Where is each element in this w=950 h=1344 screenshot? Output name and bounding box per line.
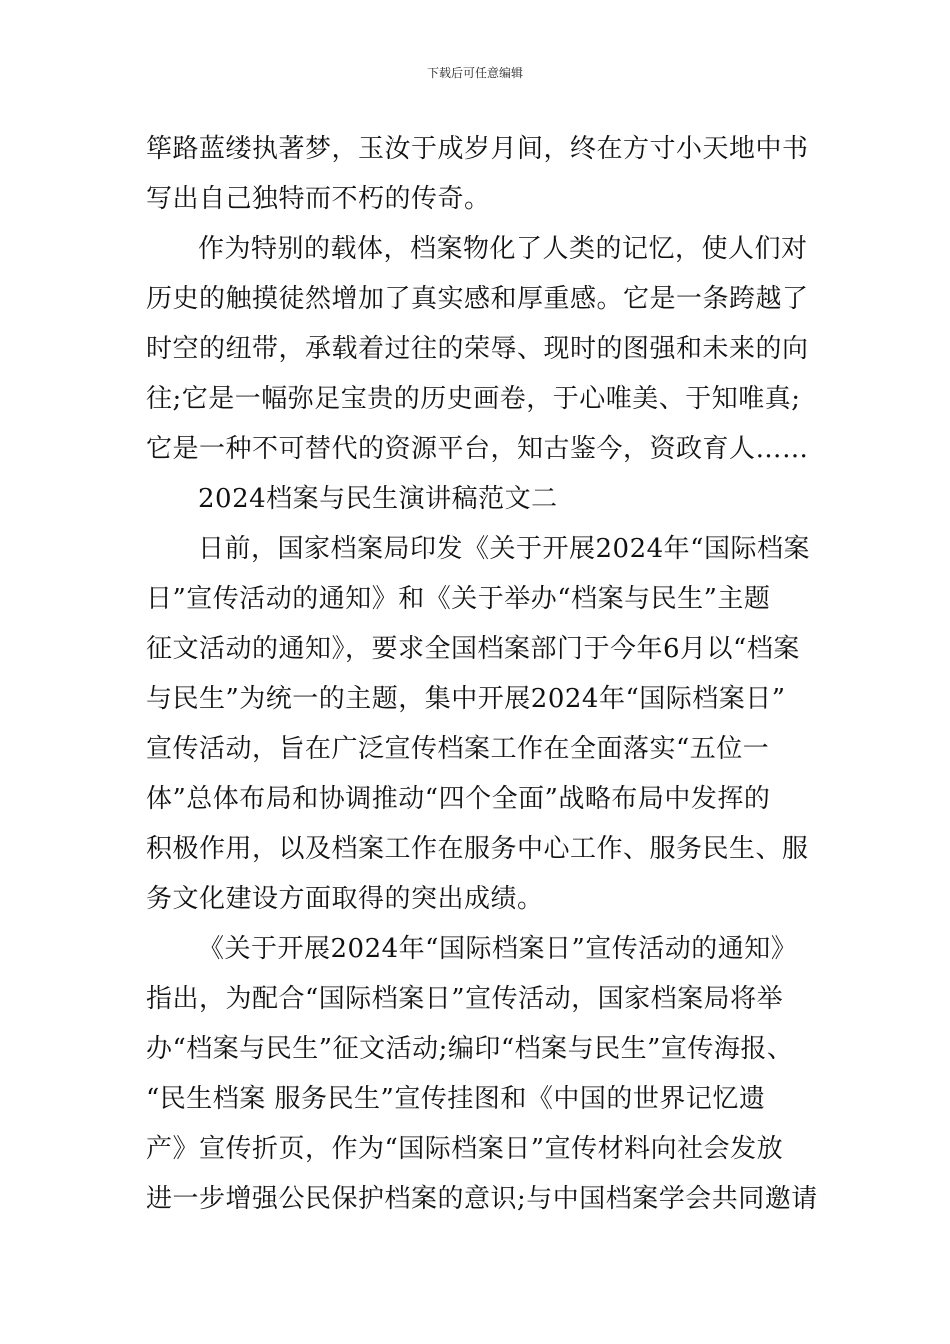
text-line: 写出自己独特而不朽的传奇。 [146,184,491,214]
text-line: “民生档案 服务民生”宣传挂图和《中国的世界记忆遗 [146,1084,766,1114]
section-heading: 2024档案与民生演讲稿范文二 [198,484,558,514]
text-line: 与民生”为统一的主题，集中开展2024年“国际档案日” [146,684,786,714]
text-line: 筚路蓝缕执著梦，玉汝于成岁月间，终在方寸小天地中书 [146,134,809,164]
paragraph-first-line: 作为特别的载体，档案物化了人类的记忆，使人们对 [198,234,808,264]
text-line: 日”宣传活动的通知》和《关于举办“档案与民生”主题 [146,584,771,614]
paragraph-first-line: 日前，国家档案局印发《关于开展2024年“国际档案 [198,534,810,564]
text-line: 产》宣传折页，作为“国际档案日”宣传材料向社会发放 [146,1134,784,1164]
document-body [146,124,818,1224]
text-line: 往;它是一幅弥足宝贵的历史画卷，于心唯美、于知唯真; [146,384,801,414]
text-line: 征文活动的通知》，要求全国档案部门于今年6月以“档案 [146,634,800,664]
text-line: 进一步增强公民保护档案的意识;与中国档案学会共同邀请 [146,1184,818,1214]
page-header: 下载后可任意编辑 [426,66,523,80]
text-line: 办“档案与民生”征文活动;编印“档案与民生”宣传海报、 [146,1034,794,1064]
text-line: 指出，为配合“国际档案日”宣传活动，国家档案局将举 [146,984,784,1014]
text-line: 务文化建设方面取得的突出成绩。 [146,884,544,914]
text-line: 体”总体布局和协调推动“四个全面”战略布局中发挥的 [146,784,771,814]
text-line: 它是一种不可替代的资源平台，知古鉴今，资政育人…… [146,434,809,464]
text-line: 时空的纽带，承载着过往的荣辱、现时的图强和未来的向 [146,334,809,364]
paragraph-first-line: 《关于开展2024年“国际档案日”宣传活动的通知》 [198,934,798,964]
text-line: 历史的触摸徒然增加了真实感和厚重感。它是一条跨越了 [146,284,809,314]
text-line: 积极作用，以及档案工作在服务中心工作、服务民生、服 [146,834,809,864]
text-line: 宣传活动，旨在广泛宣传档案工作在全面落实“五位一 [146,734,770,764]
